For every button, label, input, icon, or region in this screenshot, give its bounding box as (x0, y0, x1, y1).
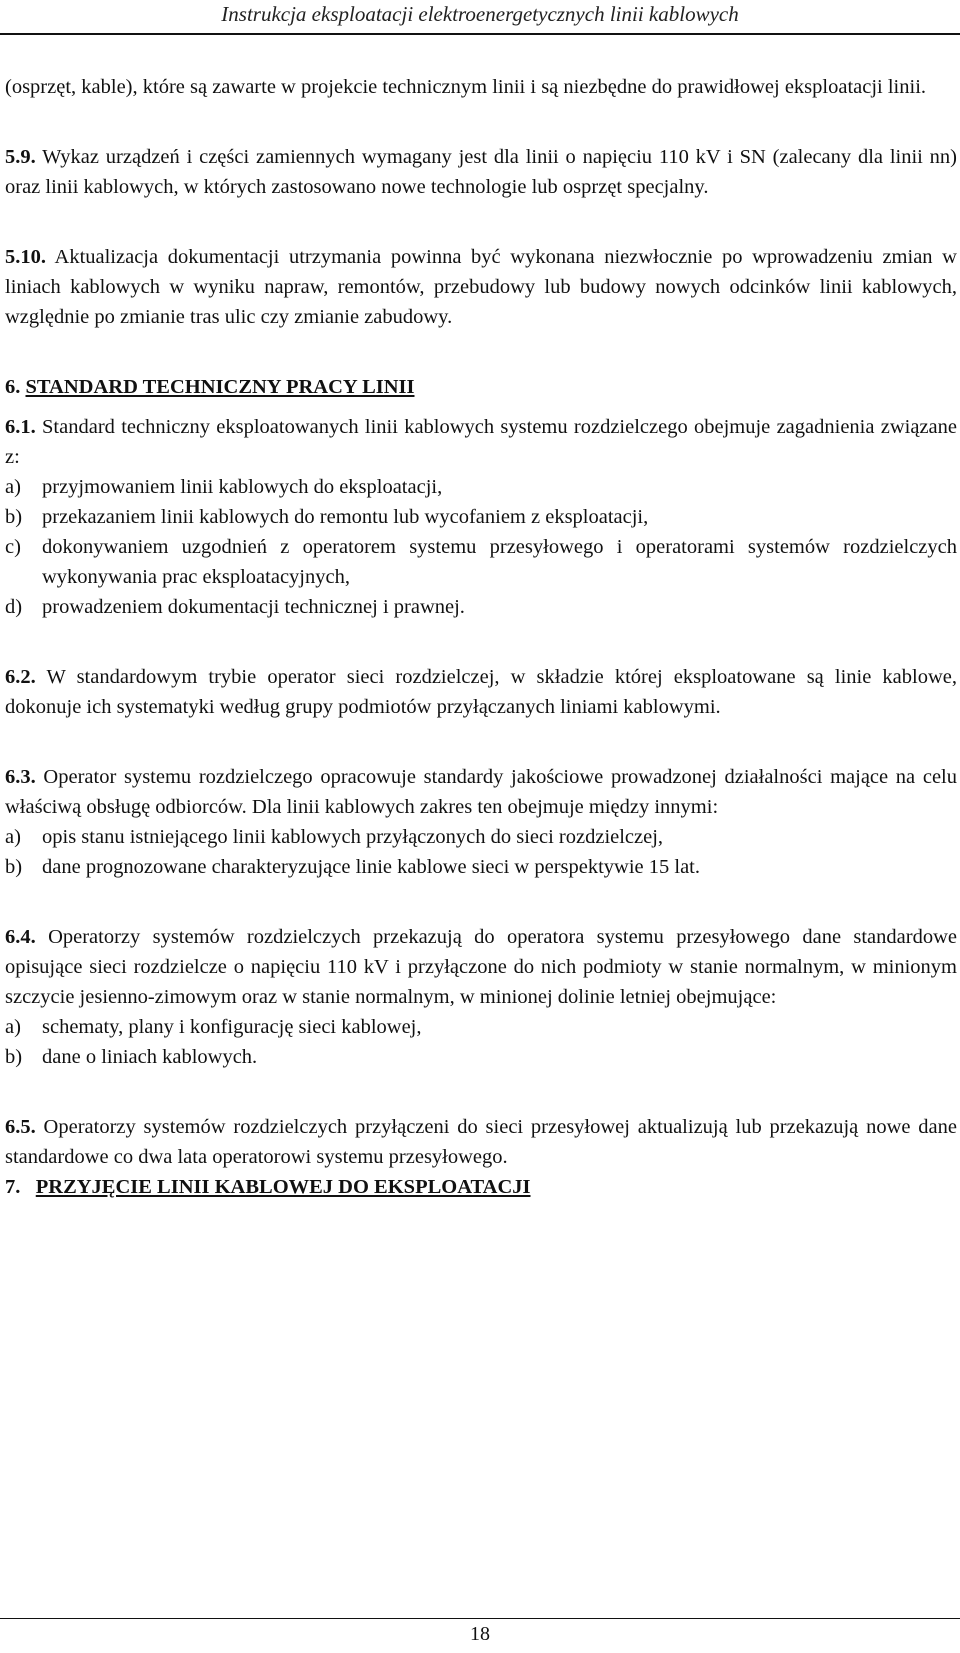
list-item (5, 592, 957, 622)
page-number: 18 (470, 1623, 490, 1645)
section-6-1 (5, 412, 957, 472)
section-text: Operatorzy systemów rozdzielczych przyłączeni do sieci przesyłowej aktualizują lub przekazują nowe dane standardowe co dwa lata operatorowi systemu przesyłowego. (5, 1116, 957, 1168)
list-item-text: prowadzeniem dokumentacji technicznej i prawnej. (42, 596, 465, 618)
heading-title: STANDARD TECHNICZNY PRACY LINII (25, 376, 415, 398)
list-6-1 (5, 472, 957, 622)
list-marker: d) (5, 596, 23, 618)
list-marker: a) (5, 476, 21, 498)
list-item-text: dokonywaniem uzgodnień z operatorem systemu przesyłowego i operatorami systemów rozdzielczych wykonywania prac eksploatacyjnych, (42, 536, 957, 588)
heading-title: PRZYJĘCIE LINII KABLOWEJ DO EKSPLOATACJI (35, 1176, 531, 1198)
heading-number: 6. (5, 376, 21, 398)
list-item-text: schematy, plany i konfigurację sieci kablowej, (42, 1016, 422, 1038)
list-marker: a) (5, 1016, 21, 1038)
heading-number: 7. (5, 1176, 21, 1198)
section-text: Wykaz urządzeń i części zamiennych wymagany jest dla linii o napięciu 110 kV i SN (zalecany dla linii nn) oraz linii kablowych, w których zastosowano nowe technologie lub osprzęt specjalny. (5, 146, 957, 198)
list-item (5, 502, 957, 532)
section-6-5 (5, 1112, 957, 1172)
list-marker: b) (5, 856, 23, 878)
list-marker: a) (5, 826, 21, 848)
section-text: Operator systemu rozdzielczego opracowuje standardy jakościowe prowadzonej działalności mające na celu właściwą obsługę odbiorców. Dla linii kablowych zakres ten obejmuje między innymi: (5, 766, 957, 818)
list-item (5, 472, 957, 502)
list-item-text: przyjmowaniem linii kablowych do eksploatacji, (42, 476, 443, 498)
heading-7 (5, 1172, 957, 1202)
heading-6 (5, 372, 957, 402)
section-number: 5.10. (5, 246, 46, 268)
section-text: W standardowym trybie operator sieci rozdzielczej, w składzie której eksploatowane są linie kablowe, dokonuje ich systematyki według grupy podmiotów przyłączanych liniami kablowymi. (5, 666, 957, 718)
section-5-9 (5, 142, 957, 202)
section-number: 6.4. (5, 926, 36, 948)
section-6-3 (5, 762, 957, 822)
intro-paragraph: (osprzęt, kable), które są zawarte w projekcie technicznym linii i są niezbędne do prawidłowej eksploatacji linii. (5, 76, 927, 98)
section-number: 6.2. (5, 666, 36, 688)
section-5-10 (5, 242, 957, 332)
section-number: 5.9. (5, 146, 36, 168)
section-number: 6.5. (5, 1116, 36, 1138)
section-number: 6.1. (5, 416, 36, 438)
header-rule (0, 33, 960, 35)
list-item-text: dane o liniach kablowych. (42, 1046, 258, 1068)
section-text: Standard techniczny eksploatowanych linii kablowych systemu rozdzielczego obejmuje zagadnienia związane z: (5, 416, 957, 468)
list-item (5, 532, 957, 592)
list-item-text: przekazaniem linii kablowych do remontu lub wycofaniem z eksploatacji, (42, 506, 649, 528)
list-item-text: opis stanu istniejącego linii kablowych przyłączonych do sieci rozdzielczej, (42, 826, 664, 848)
running-header: Instrukcja eksploatacji elektroenergetycznych linii kablowych (221, 2, 739, 26)
section-6-4 (5, 922, 957, 1012)
page-content (5, 72, 957, 1202)
section-text: Operatorzy systemów rozdzielczych przekazują do operatora systemu przesyłowego dane standardowe opisujące sieci rozdzielcze o napięciu 110 kV i przyłączone do nich podmioty w stanie normalnym, w minionym szczycie jesienno-zimowym oraz w stanie normalnym, w minionej dolinie letniej obejmujące: (5, 926, 957, 1008)
list-6-4 (5, 1012, 957, 1072)
list-marker: c) (5, 536, 21, 558)
list-6-3 (5, 822, 957, 882)
section-text: Aktualizacja dokumentacji utrzymania powinna być wykonana niezwłocznie po wprowadzeniu zmian w liniach kablowych w wyniku napraw, remontów, przebudowy lub budowy nowych odcinków linii kablowych, względnie po zmianie tras ulic czy zmianie zabudowy. (5, 246, 957, 328)
list-item (5, 1012, 957, 1042)
section-number: 6.3. (5, 766, 36, 788)
footer-rule (0, 1618, 960, 1619)
list-item (5, 852, 957, 882)
list-item (5, 822, 957, 852)
list-item-text: dane prognozowane charakteryzujące linie kablowe sieci w perspektywie 15 lat. (42, 856, 701, 878)
list-marker: b) (5, 1046, 23, 1068)
section-6-2 (5, 662, 957, 722)
list-item (5, 1042, 957, 1072)
list-marker: b) (5, 506, 23, 528)
